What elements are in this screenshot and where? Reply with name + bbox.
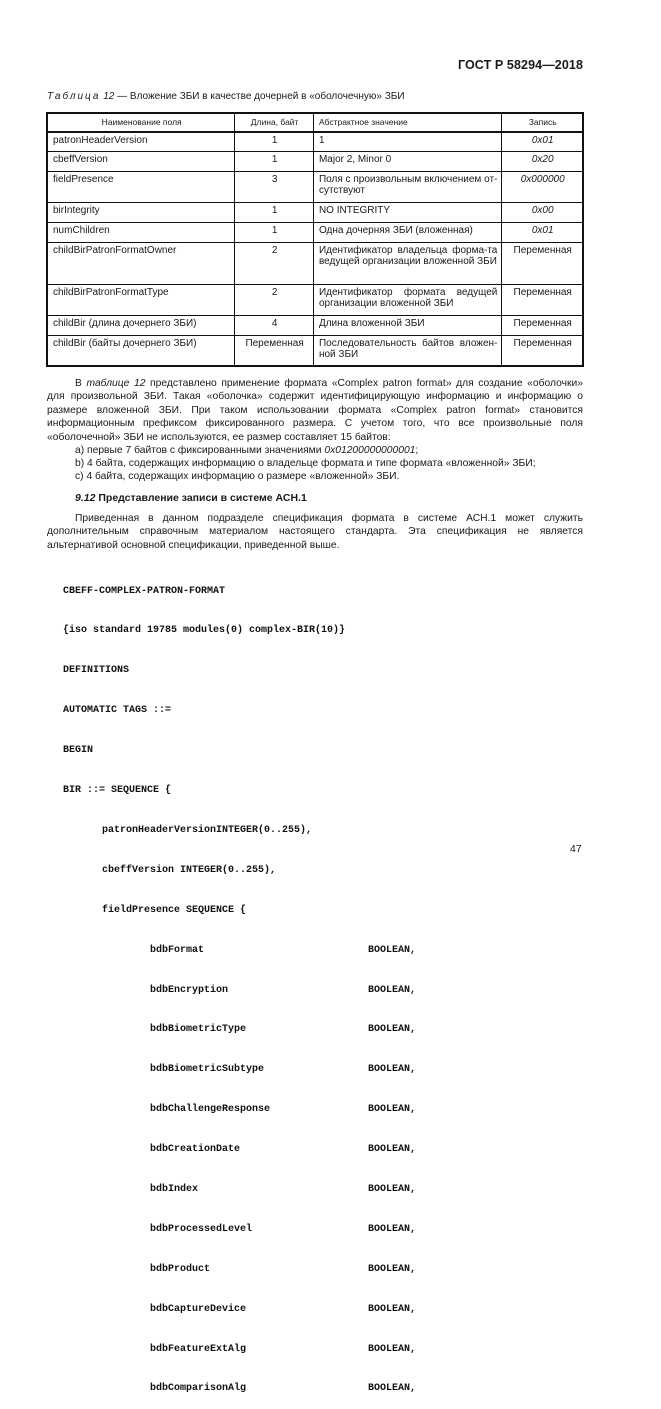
cell-length: 1 — [235, 222, 314, 242]
cell-value: Одна дочерняя ЗБИ (вложенная) — [313, 222, 501, 242]
caption-dash: — — [117, 91, 128, 102]
code-line: cbeffVersion INTEGER(0..255), — [102, 864, 277, 876]
cell-record: Переменная — [502, 284, 583, 315]
paragraph-table-description: В таблице 12 представлено применение формата «Complex patron format» для создание «оболочки» для произвольной ЗБИ. Такая «оболочка» содержит идентифицирующую информацию и информацию о размере вложенной ЗБИ. При таком использовании формата «Complex patron format» становится информационным префиксом фиксированного размера. С учетом того, что все произвольные поля «оболочечной» ЗБИ не используются, ее размер составляет 15 байтов: — [47, 378, 583, 443]
cell-record: Переменная — [502, 242, 583, 284]
code-line: patronHeaderVersionINTEGER(0..255), — [102, 824, 313, 836]
code-line: bdbProduct BOOLEAN, — [150, 1263, 417, 1275]
code-line: bdbChallengeResponse BOOLEAN, — [150, 1104, 417, 1116]
code-line: CBEFF-COMPLEX-PATRON-FORMAT — [63, 585, 226, 597]
code-line: DEFINITIONS — [63, 665, 130, 677]
list-item: a) первые 7 байтов с фиксированными значениями 0x01200000000001; — [75, 445, 419, 456]
cell-name: cbeffVersion — [47, 151, 235, 171]
code-line: bdbBiometricType BOOLEAN, — [150, 1024, 417, 1036]
column-header-field-name: Наименование поля — [47, 113, 235, 132]
cell-name: childBir (байты дочернего ЗБИ) — [47, 335, 235, 366]
cell-record: 0x000000 — [502, 171, 583, 202]
cell-record: 0x20 — [502, 151, 583, 171]
code-line: bdbEncryption BOOLEAN, — [150, 984, 417, 996]
asn1-code-block — [63, 558, 417, 1409]
code-line: BEGIN — [63, 745, 94, 757]
code-line: bdbFeatureExtAlg BOOLEAN, — [150, 1343, 417, 1355]
cell-value: Идентификатор формата ведущей организации вложенной ЗБИ — [313, 284, 501, 315]
cell-length: 2 — [235, 242, 314, 284]
table-caption — [47, 91, 405, 102]
code-line: bdbProcessedLevel BOOLEAN, — [150, 1223, 417, 1235]
cell-name: patronHeaderVersion — [47, 132, 235, 151]
code-line: AUTOMATIC TAGS ::= — [63, 705, 172, 717]
table-row — [47, 284, 583, 315]
cell-record: 0x00 — [502, 202, 583, 222]
cell-value: Длина вложенной ЗБИ — [313, 315, 501, 335]
table-row — [47, 242, 583, 284]
code-line: bdbCreationDate BOOLEAN, — [150, 1144, 417, 1156]
section-number: 9.12 — [75, 492, 96, 504]
section-heading — [75, 492, 307, 504]
table-row — [47, 171, 583, 202]
code-line: fieldPresence SEQUENCE { — [102, 904, 247, 916]
table-header-row — [47, 113, 583, 132]
cell-record: Переменная — [502, 335, 583, 366]
code-line: BIR ::= SEQUENCE { — [63, 785, 172, 797]
table-reference: таблице 12 — [86, 378, 146, 389]
cell-value: Последовательность байтов вложен-ной ЗБИ — [313, 335, 501, 366]
cell-length: 4 — [235, 315, 314, 335]
column-header-abstract-value: Абстрактное значение — [313, 113, 501, 132]
cell-record: 0x01 — [502, 222, 583, 242]
list-item: c) 4 байта, содержащих информацию о размере «вложенной» ЗБИ. — [75, 471, 400, 482]
cell-name: childBir (длина дочернего ЗБИ) — [47, 315, 235, 335]
cell-name: numChildren — [47, 222, 235, 242]
cell-name: fieldPresence — [47, 171, 235, 202]
document-code: ГОСТ Р 58294—2018 — [457, 58, 583, 72]
cell-value: Major 2, Minor 0 — [313, 151, 501, 171]
cell-length: 1 — [235, 151, 314, 171]
section-title: Представление записи в системе АСН.1 — [95, 492, 307, 504]
caption-number: 12 — [103, 91, 115, 102]
column-header-length: Длина, байт — [235, 113, 314, 132]
caption-label: Таблица — [47, 91, 101, 102]
column-header-record: Запись — [502, 113, 583, 132]
cell-value: 1 — [313, 132, 501, 151]
cell-name: childBirPatronFormatOwner — [47, 242, 235, 284]
table-row — [47, 335, 583, 366]
cell-length: Переменная — [235, 335, 314, 366]
code-line: {iso standard 19785 modules(0) complex-BIR(10)} — [63, 625, 346, 637]
code-line: bdbComparisonAlg BOOLEAN, — [150, 1383, 417, 1395]
table-row — [47, 222, 583, 242]
cell-length: 2 — [235, 284, 314, 315]
cell-record: Переменная — [502, 315, 583, 335]
code-line: bdbIndex BOOLEAN, — [150, 1183, 417, 1195]
code-line: bdbCaptureDevice BOOLEAN, — [150, 1303, 417, 1315]
paragraph-asn1-intro: Приведенная в данном подразделе спецификация формата в системе АСН.1 может служить дополнительным справочным материалом настоящего стандарта. Эта спецификация не является альтернативой основной спецификации, приведенной выше. — [47, 513, 583, 551]
cell-name: birIntegrity — [47, 202, 235, 222]
table-12 — [46, 112, 584, 367]
cell-value: NO INTEGRITY — [313, 202, 501, 222]
code-line: bdbFormat BOOLEAN, — [150, 944, 417, 956]
code-line: bdbBiometricSubtype BOOLEAN, — [150, 1064, 417, 1076]
list-item: b) 4 байта, содержащих информацию о владельце формата и типе формата «вложенной» ЗБИ; — [75, 458, 536, 469]
cell-record: 0x01 — [502, 132, 583, 151]
cell-length: 1 — [235, 132, 314, 151]
cell-value: Поля с произвольным включением от-сутствуют — [313, 171, 501, 202]
table-row — [47, 202, 583, 222]
table-row — [47, 315, 583, 335]
table-row — [47, 151, 583, 171]
cell-name: childBirPatronFormatType — [47, 284, 235, 315]
table-row — [47, 132, 583, 151]
cell-length: 1 — [235, 202, 314, 222]
cell-length: 3 — [235, 171, 314, 202]
caption-title: Вложение ЗБИ в качестве дочерней в «оболочечную» ЗБИ — [129, 91, 405, 102]
cell-value: Идентификатор владельца форма-та ведущей организации вложенной ЗБИ — [313, 242, 501, 284]
page-number: 47 — [570, 843, 582, 855]
